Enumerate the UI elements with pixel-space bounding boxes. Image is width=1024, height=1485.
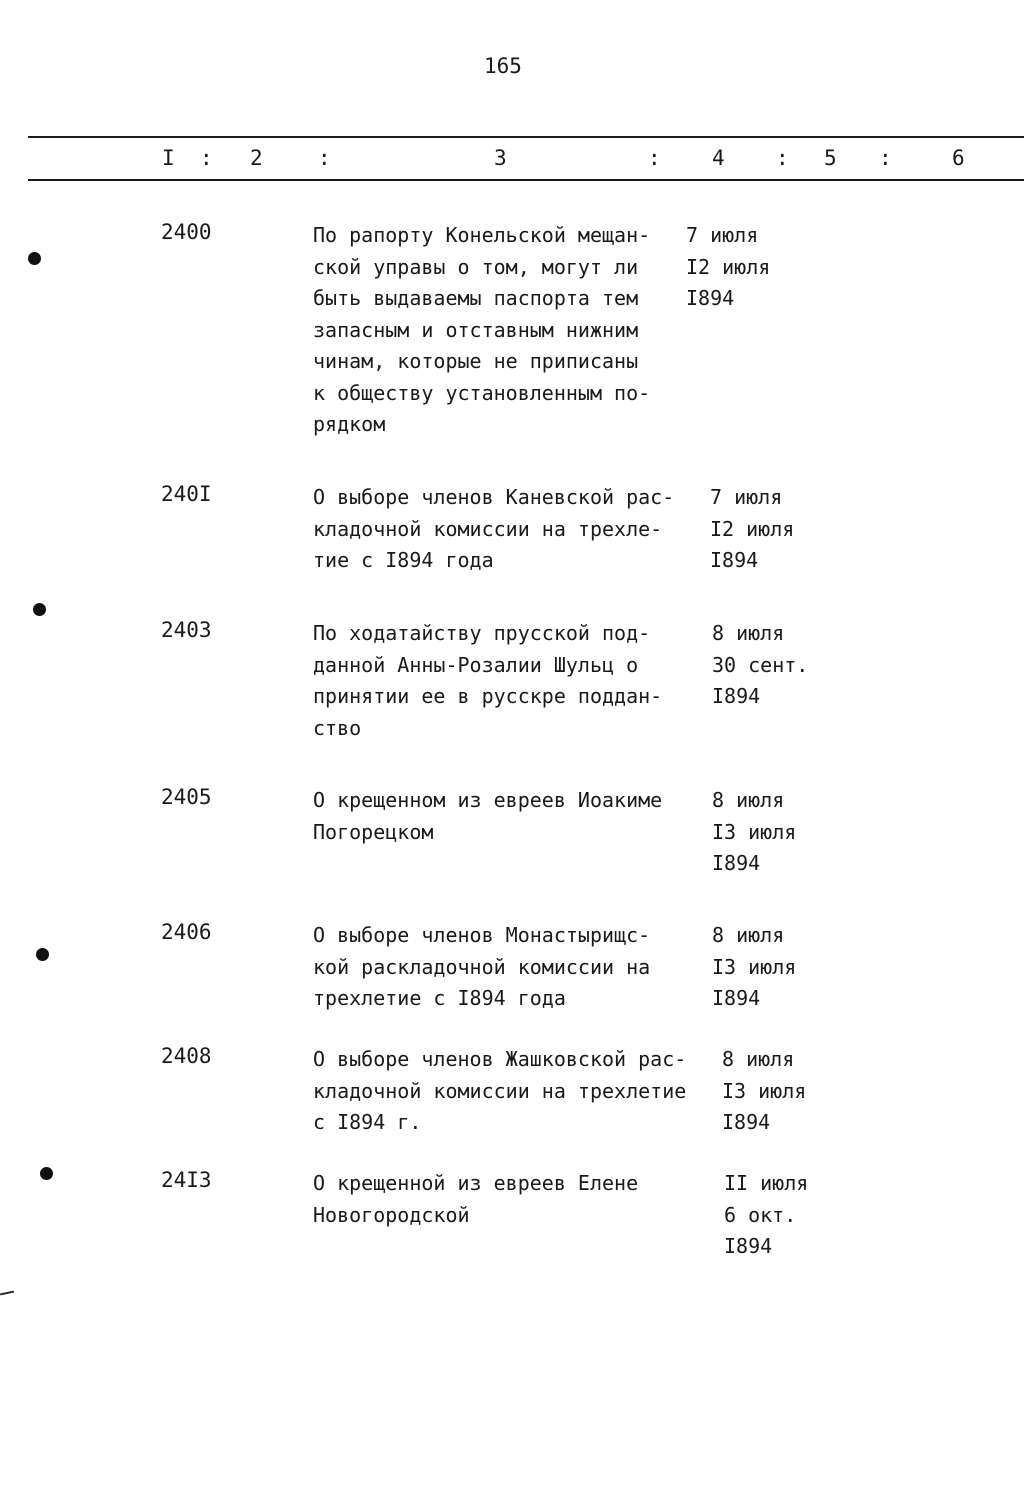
title-line: чинам, которые не приписаны — [313, 349, 639, 373]
column-header-5: 5 — [824, 146, 837, 170]
year: I894 — [686, 286, 735, 310]
title-line: О крещенном из евреев Иоакиме — [313, 788, 663, 812]
entry-dates — [722, 1044, 806, 1139]
year: I894 — [712, 851, 761, 875]
entry-title — [313, 220, 693, 441]
column-header-4: 4 — [712, 146, 725, 170]
title-line: О крещенной из евреев Елене — [313, 1171, 639, 1195]
entry-dates — [712, 785, 796, 880]
column-separator: : — [776, 146, 789, 170]
title-line: Погорецком — [313, 819, 434, 844]
start-date: 8 июля — [712, 788, 785, 812]
title-line: принятии ее в русскре поддан- — [313, 684, 663, 708]
start-date: 8 июля — [712, 923, 785, 947]
end-date: I2 июля — [686, 254, 771, 279]
title-line: кой раскладочной комиссии на — [313, 954, 651, 979]
entry-dates — [712, 920, 796, 1015]
title-line: По ходатайству прусской под- — [313, 621, 651, 645]
title-line: данной Анны-Розалии Шульц о — [313, 652, 639, 677]
column-separator: : — [879, 146, 892, 170]
column-separator: : — [200, 146, 213, 170]
entry-dates — [724, 1168, 808, 1263]
title-line: О выборе членов Монастырищс- — [313, 923, 651, 947]
start-date: 7 июля — [710, 485, 783, 509]
entry-title — [313, 920, 693, 1015]
year: I894 — [712, 986, 761, 1010]
entry-number: 240I — [161, 482, 212, 506]
column-header-6: 6 — [952, 146, 965, 170]
column-header-3: 3 — [494, 146, 507, 170]
title-line: По рапорту Конельской мещан- — [313, 223, 651, 247]
entry-number: 24I3 — [161, 1168, 212, 1192]
punch-hole — [36, 948, 49, 961]
title-line: с I894 г. — [313, 1110, 422, 1134]
end-date: I3 июля — [712, 819, 797, 844]
end-date: 30 сент. — [712, 652, 809, 677]
entry-number: 2408 — [161, 1044, 212, 1068]
title-line: О выборе членов Каневской рас- — [313, 485, 675, 509]
entry-title — [313, 1044, 693, 1139]
entry-title — [313, 1168, 693, 1231]
start-date: II июля — [724, 1171, 809, 1195]
title-line: запасным и отставным нижним — [313, 317, 639, 342]
title-line: трехлетие с I894 года — [313, 986, 566, 1010]
end-date: 6 окт. — [724, 1202, 797, 1227]
end-date: I3 июля — [712, 954, 797, 979]
entry-title — [313, 482, 693, 577]
entry-dates — [712, 618, 808, 713]
column-header-2: 2 — [250, 146, 263, 170]
title-line: к обществу установленным по- — [313, 380, 651, 405]
end-date: I3 июля — [722, 1078, 807, 1103]
punch-hole — [33, 603, 46, 616]
title-line: ство — [313, 715, 362, 740]
entry-number: 2405 — [161, 785, 212, 809]
title-line: быть выдаваемы паспорта тем — [313, 286, 639, 310]
header-rule-top — [28, 136, 1024, 138]
page-number: 165 — [484, 54, 522, 78]
start-date: 7 июля — [686, 223, 759, 247]
start-date: 8 июля — [722, 1047, 795, 1071]
title-line: тие с I894 года — [313, 548, 494, 572]
punch-hole — [40, 1167, 53, 1180]
title-line: рядком — [313, 412, 386, 436]
column-separator: : — [318, 146, 331, 170]
year: I894 — [710, 548, 759, 572]
entry-number: 2400 — [161, 220, 212, 244]
entry-dates — [710, 482, 794, 577]
entry-title — [313, 618, 693, 744]
title-line: О выборе членов Жашковской рас- — [313, 1047, 687, 1071]
edge-mark — [0, 1291, 14, 1296]
entry-dates — [686, 220, 770, 315]
header-rule-bottom — [28, 179, 1024, 181]
year: I894 — [722, 1110, 771, 1134]
title-line: Новогородской — [313, 1202, 470, 1227]
year: I894 — [724, 1234, 773, 1258]
start-date: 8 июля — [712, 621, 785, 645]
punch-hole — [28, 252, 41, 265]
column-header-1: I — [162, 146, 175, 170]
year: I894 — [712, 684, 761, 708]
title-line: кладочной комиссии на трехлетие — [313, 1078, 687, 1103]
end-date: I2 июля — [710, 516, 795, 541]
title-line: кладочной комиссии на трехле- — [313, 516, 663, 541]
column-separator: : — [648, 146, 661, 170]
entry-title — [313, 785, 693, 848]
entry-number: 2403 — [161, 618, 212, 642]
title-line: ской управы о том, могут ли — [313, 254, 639, 279]
entry-number: 2406 — [161, 920, 212, 944]
